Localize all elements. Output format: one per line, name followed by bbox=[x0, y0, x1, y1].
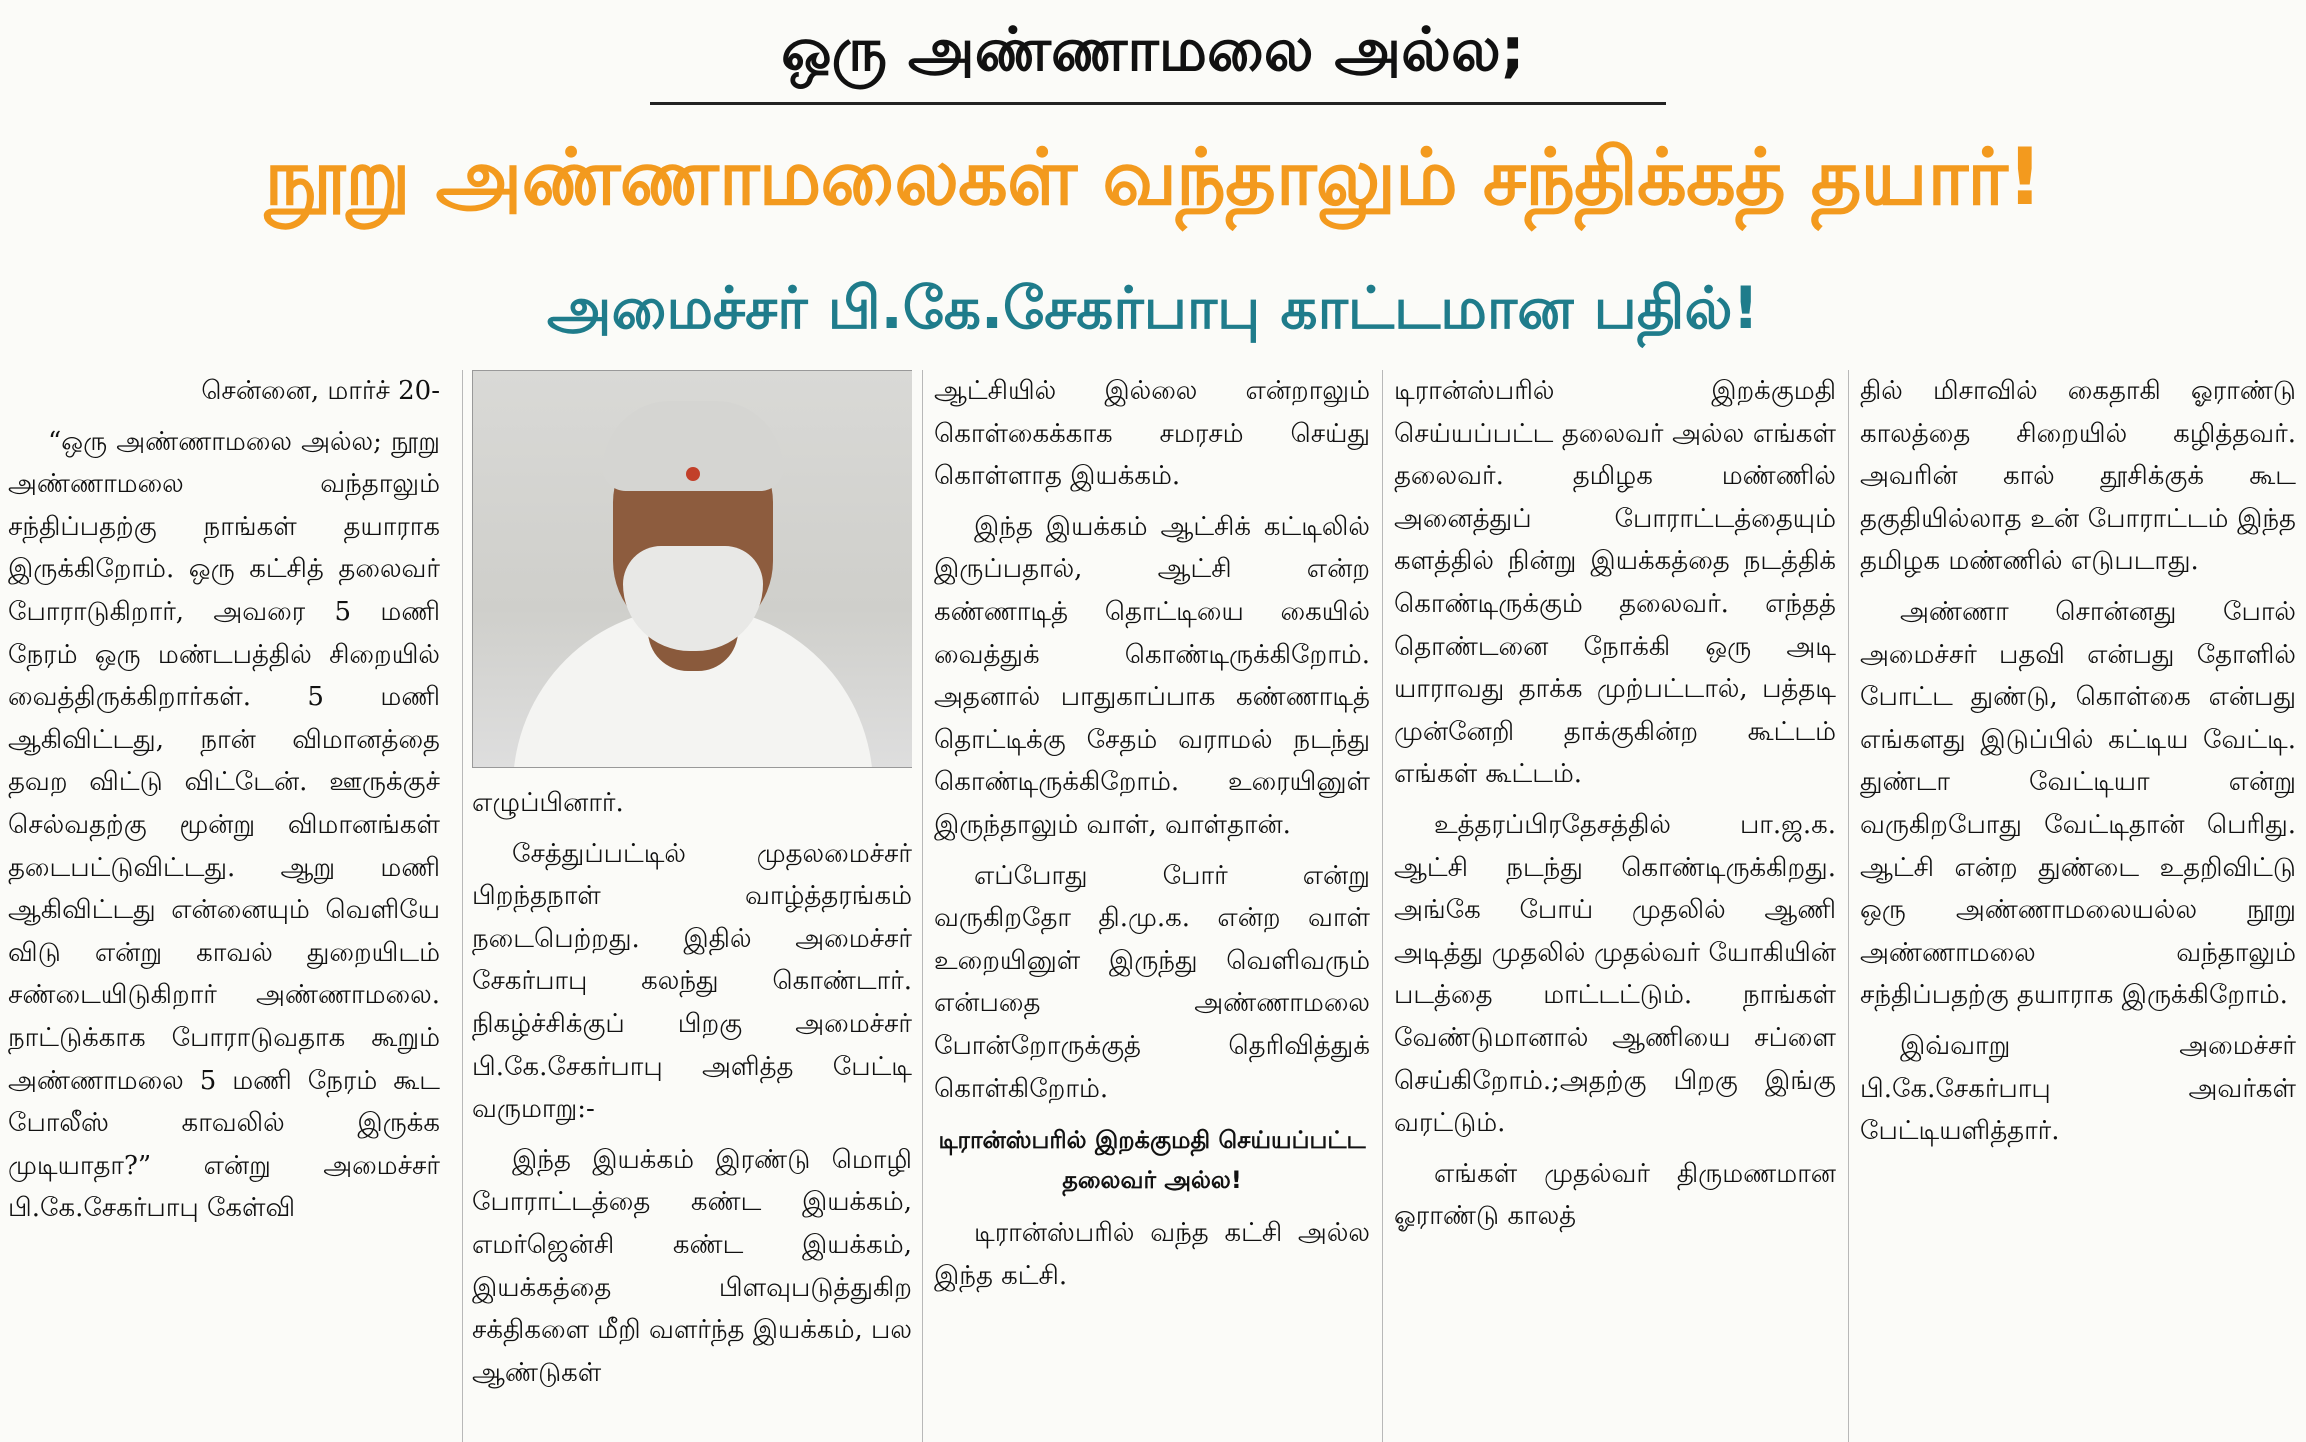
paragraph: டிரான்ஸ்பரில் வந்த கட்சி அல்ல இந்த கட்சி. bbox=[934, 1218, 1370, 1291]
column-2 bbox=[472, 370, 912, 1442]
paragraph: “ஒரு அண்ணாமலை அல்ல; நூறு அண்ணாமலை வந்தாலும் சந்திப்பதற்கு நாங்கள் தயாராக இருக்கிறோம். ஒரு கட்சித் தலைவர் போராடுகிறார், அவரை 5 மணி நேரம் ஒரு மண்டபத்தில் சிறையில் வைத்திருக்கிறார்கள். 5 மணி ஆகிவிட்டது, நான் விமானத்தை தவற விட்டு விட்டேன். ஊருக்குச் செல்வதற்கு மூன்று விமானங்கள் தடைபட்டுவிட்டது. ஆறு மணி ஆகிவிட்டது என்னையும் வெளியே விடு என்று காவல் துறையிடம் சண்டையிடுகிறார் அண்ணாமலை. நாட்டுக்காக போராடுவதாக கூறும் அண்ணாமலை 5 மணி நேரம் கூட போலீஸ் காவலில் இருக்க முடியாதா?” என்று அமைச்சர் பி.கே.சேகர்பாபு கேள்வி bbox=[8, 426, 440, 1224]
paragraph: எழுப்பினார். bbox=[472, 788, 624, 818]
paragraph: சேத்துப்பட்டில் முதலமைச்சர் பிறந்தநாள் வாழ்த்தரங்கம் நடைபெற்றது. இதில் அமைச்சர் சேகர்பாபு கலந்து கொண்டார். நிகழ்ச்சிக்குப் பிறகு அமைச்சர் பி.கே.சேகர்பாபு அளித்த பேட்டி வருமாறு:- bbox=[472, 838, 912, 1125]
dateline: சென்னை, மார்ச் 20- bbox=[201, 376, 440, 406]
sub-headline: அமைச்சர் பி.கே.சேகர்பாபு காட்டமான பதில்! bbox=[547, 274, 1759, 342]
paragraph: இந்த இயக்கம் ஆட்சிக் கட்டிலில் இருப்பதால், ஆட்சி என்ற கண்ணாடித் தொட்டியை கையில் வைத்துக் கொண்டிருக்கிறோம். அதனால் பாதுகாப்பாக கண்ணாடித் தொட்டிக்கு சேதம் வராமல் நடந்து கொண்டிருக்கிறோம். உரையினுள் இருந்தாலும் வாள், வாள்தான். bbox=[934, 511, 1370, 840]
kicker-underline bbox=[650, 102, 1666, 105]
column-3 bbox=[934, 370, 1370, 1442]
column-5 bbox=[1860, 370, 2296, 1442]
article-body bbox=[0, 370, 2306, 1442]
paragraph: ஆட்சியில் இல்லை என்றாலும் கொள்கைக்காக சமரசம் செய்து கொள்ளாத இயக்கம். bbox=[934, 376, 1370, 492]
kicker-title: ஒரு அண்ணாமலை அல்ல; bbox=[781, 15, 1525, 85]
paragraph: இந்த இயக்கம் இரண்டு மொழி போராட்டத்தை கண்ட இயக்கம், எமர்ஜென்சி கண்ட இயக்கம், இயக்கத்தை பிளவுபடுத்துகிற சக்திகளை மீறி வளர்ந்த இயக்கம், பல ஆண்டுகள் bbox=[472, 1144, 912, 1388]
paragraph: இவ்வாறு அமைச்சர் பி.கே.சேகர்பாபு அவர்கள் பேட்டியளித்தார். bbox=[1860, 1030, 2296, 1147]
tilak-mark bbox=[686, 467, 700, 481]
section-subheading: டிரான்ஸ்பரில் இறக்குமதி செய்யப்பட்ட தலைவர் அல்ல! bbox=[938, 1126, 1366, 1195]
main-headline: நூறு அண்ணாமலைகள் வந்தாலும் சந்திக்கத் தயார்! bbox=[264, 133, 2042, 223]
paragraph: உத்தரப்பிரதேசத்தில் பா.ஜ.க. ஆட்சி நடந்து கொண்டிருக்கிறது. அங்கே போய் முதலில் ஆணி அடித்து முதலில் முதல்வர் யோகியின் படத்தை மாட்டட்டும். நாங்கள் வேண்டுமானால் ஆணியை சப்ளை செய்கிறோம்.;அதற்கு பிறகு இங்கு வரட்டும். bbox=[1394, 809, 1836, 1139]
paragraph: எப்போது போர் என்று வருகிறதோ தி.மு.க. என்ற வாள் உறையினுள் இருந்து வெளிவரும் என்பதை அண்ணாமலை போன்றோருக்குத் தெரிவித்துக் கொள்கிறோம். bbox=[934, 860, 1370, 1104]
paragraph: தில் மிசாவில் கைதாகி ஓராண்டு காலத்தை சிறையில் கழித்தவர். அவரின் கால் தூசிக்குக் கூட தகுதியில்லாத உன் போராட்டம் இந்த தமிழக மண்ணில் எடுபடாது. bbox=[1860, 376, 2296, 577]
portrait-photo bbox=[472, 370, 912, 768]
column-1 bbox=[8, 370, 440, 1442]
paragraph: டிரான்ஸ்பரில் இறக்குமதி செய்யப்பட்ட தலைவர் அல்ல எங்கள் தலைவர். தமிழக மண்ணில் அனைத்துப் போராட்டத்தையும் களத்தில் நின்று இயக்கத்தை நடத்திக் கொண்டிருக்கும் தலைவர். எந்தத் தொண்டனை நோக்கி ஒரு அடி யாராவது தாக்க முற்பட்டால், பத்தடி முன்னேறி தாக்குகின்ற கூட்டம் எங்கள் கூட்டம். bbox=[1394, 376, 1836, 790]
column-4 bbox=[1394, 370, 1836, 1442]
paragraph: எங்கள் முதல்வர் திருமணமான ஓராண்டு காலத் bbox=[1394, 1158, 1836, 1232]
paragraph: அண்ணா சொன்னது போல் அமைச்சர் பதவி என்பது தோளில் போட்ட துண்டு, கொள்கை என்பது எங்களது இடுப்பில் கட்டிய வேட்டி. துண்டா வேட்டியா என்று வருகிறபோது வேட்டிதான் பெரிது. ஆட்சி என்ற துண்டை உதறிவிட்டு ஒரு அண்ணாமலையல்ல நூறு அண்ணாமலை வந்தாலும் சந்திப்பதற்கு தயாராக இருக்கிறோம். bbox=[1860, 596, 2296, 1011]
